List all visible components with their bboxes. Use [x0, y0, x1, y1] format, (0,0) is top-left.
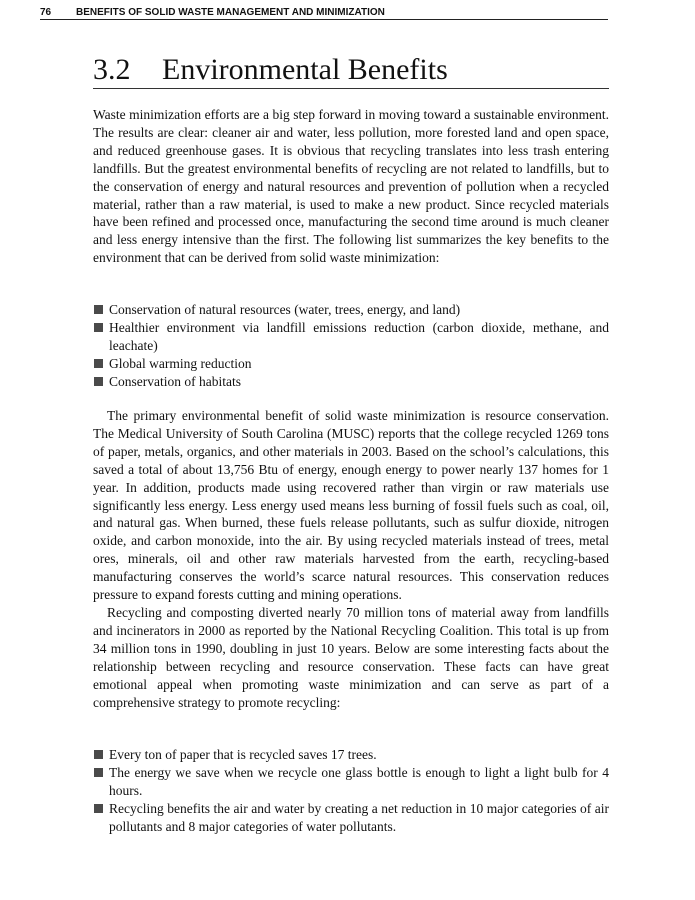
- resource-paragraph: The primary environmental benefit of solid waste minimization is resource conservation. The Medical University of South Carolina (MUSC) reports that the college recycled 1269 tons of paper, metals, organics, and other materials in 2003. Based on the school’s calculations, this saved a total of about 13,756 Btu of energy, enough energy to power nearly 137 homes for 1 year. In addition, products made using recovered rather than virgin or raw materials use significantly less energy. Less energy used means less burning of fossil fuels such as coal, oil, and natural gas. When burned, these fuels release pollutants, such as sulfur dioxide, nitrogen oxide, and carbon monoxide, into the air. By using recycled materials instead of trees, metal ores, minerals, oil and other raw materials harvested from the earth, recycling-based manufacturing conserves the world’s scarce natural resources. This conservation reduces pressure to expand forests cutting and mining operations.: [93, 408, 609, 603]
- section-number: 3.2: [93, 53, 131, 86]
- section-title-text: Environmental Benefits: [162, 53, 448, 86]
- section-heading: [93, 52, 609, 89]
- facts-block: [93, 746, 609, 836]
- running-title: BENEFITS OF SOLID WASTE MANAGEMENT AND MINIMIZATION: [76, 7, 385, 18]
- bullet-square-icon: [94, 305, 103, 314]
- composting-paragraph: Recycling and composting diverted nearly 70 million tons of material away from landfills and incinerators in 2000 as reported by the National Recycling Coalition. This total is up from 34 million tons in 1990, doubling in just 10 years. Below are some interesting facts about the relationship between recycling and resource conservation. These facts can have great emotional appeal when promoting waste minimization and can serve as part of a comprehensive strategy to promote recycling:: [93, 604, 609, 710]
- bullet-square-icon: [94, 377, 103, 386]
- benefits-block: [93, 301, 609, 391]
- list-item: Conservation of natural resources (water, trees, energy, and land): [93, 301, 609, 319]
- list-item: Global warming reduction: [93, 355, 609, 373]
- list-item: Conservation of habitats: [93, 373, 609, 391]
- intro-paragraph: Waste minimization efforts are a big step forward in moving toward a sustainable environment. The results are clear: cleaner air and water, less pollution, more forested land and open space, and reduced greenhouse gases. It is obvious that recycling translates into less trash entering landfills. But the greatest environmental benefits of recycling are not related to landfills, but to the conservation of energy and natural resources and prevention of pollution when a recycled material, rather than a raw material, is used to make a new product. Since recycled materials have been refined and processed once, manufacturing the second time around is much cleaner and less energy intensive than the first. The following list summarizes the key benefits to the environment that can be derived from solid waste minimization:: [93, 107, 609, 266]
- bullet-square-icon: [94, 768, 103, 777]
- bullet-square-icon: [94, 359, 103, 368]
- list-item: The energy we save when we recycle one glass bottle is enough to light a light bulb for 4 hours.: [93, 764, 609, 800]
- page-number: 76: [40, 7, 52, 18]
- intro-block: [93, 106, 609, 267]
- list-item: Recycling benefits the air and water by creating a net reduction in 10 major categories of air pollutants and 8 major categories of water pollutants.: [93, 800, 609, 836]
- body-block: [93, 407, 609, 711]
- benefits-list: [93, 301, 609, 391]
- bullet-square-icon: [94, 323, 103, 332]
- facts-list: [93, 746, 609, 836]
- list-item: Every ton of paper that is recycled saves 17 trees.: [93, 746, 609, 764]
- list-item: Healthier environment via landfill emissions reduction (carbon dioxide, methane, and leachate): [93, 319, 609, 355]
- bullet-square-icon: [94, 750, 103, 759]
- bullet-square-icon: [94, 804, 103, 813]
- running-header: [40, 6, 608, 20]
